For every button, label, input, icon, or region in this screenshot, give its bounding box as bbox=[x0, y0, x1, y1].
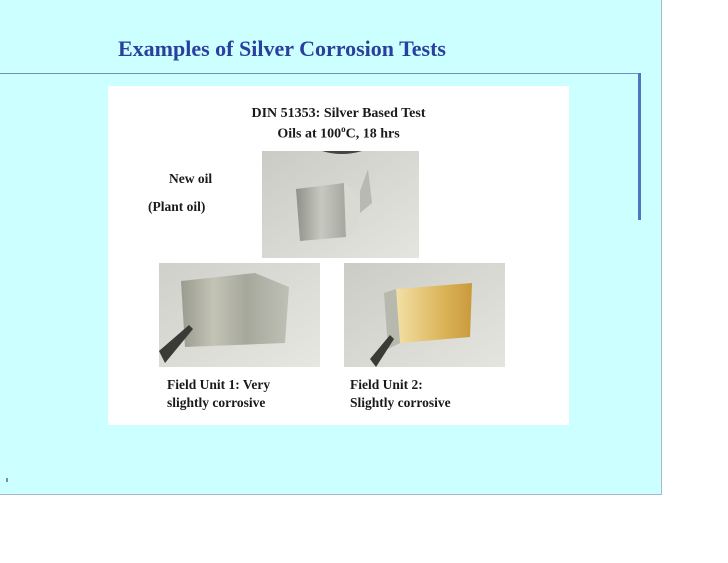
figure-panel bbox=[108, 86, 569, 425]
figure-heading-line2 bbox=[108, 124, 569, 143]
field-unit-2-line2: Slightly corrosive bbox=[350, 395, 451, 410]
field-unit-1-photo bbox=[159, 263, 320, 367]
slide-title: Examples of Silver Corrosion Tests bbox=[118, 36, 446, 61]
stray-mark bbox=[6, 478, 8, 482]
field-unit-1-line2: slightly corrosive bbox=[167, 395, 266, 410]
field-unit-2-photo bbox=[344, 263, 505, 367]
plant-oil-label: (Plant oil) bbox=[148, 199, 206, 214]
heading-temp-prefix: Oils at 100 bbox=[277, 126, 342, 142]
degree-mark: o bbox=[341, 124, 346, 134]
new-oil-label: New oil bbox=[169, 171, 213, 186]
field-unit-1-line1: Field Unit 1: Very bbox=[167, 377, 271, 392]
field-unit-2-line1: Field Unit 2: bbox=[350, 377, 423, 392]
figure-heading-line1: DIN 51353: Silver Based Test bbox=[251, 106, 426, 121]
heading-temp-suffix: C, 18 hrs bbox=[345, 126, 400, 142]
new-oil-photo bbox=[262, 151, 419, 258]
title-rule bbox=[0, 73, 640, 74]
side-rule bbox=[638, 73, 641, 220]
